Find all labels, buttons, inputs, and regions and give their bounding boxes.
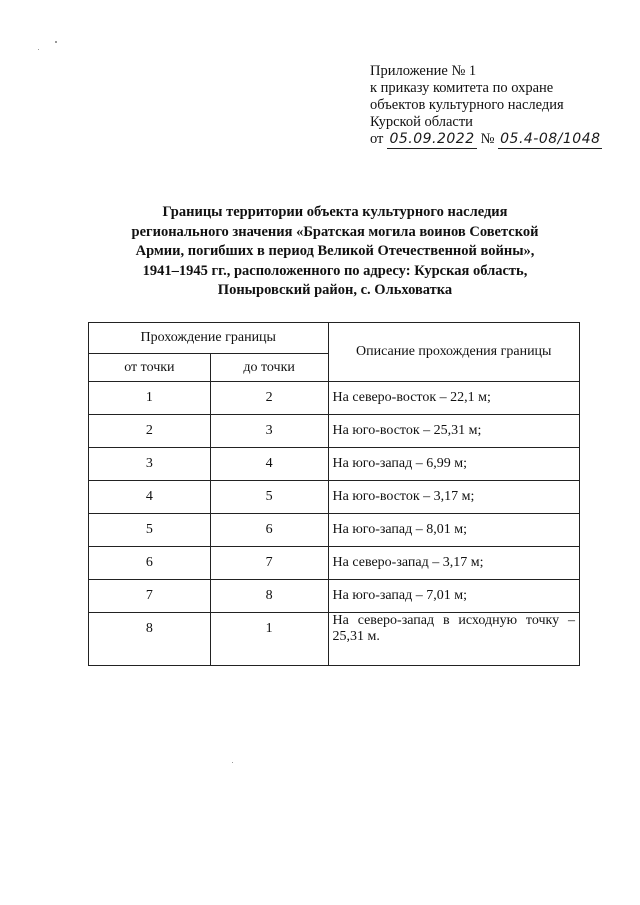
description-cell: На северо-запад – 3,17 м;	[328, 547, 579, 580]
header-from-point: от точки	[89, 354, 211, 382]
appendix-date-number-line	[370, 131, 632, 149]
from-point-cell: 3	[89, 448, 211, 481]
handwritten-order-number: 05.4-08/1048	[500, 131, 601, 147]
to-point-cell: 7	[210, 547, 328, 580]
description-cell: На юго-запад – 7,01 м;	[328, 580, 579, 613]
boundary-table	[88, 322, 580, 666]
to-point-cell: 1	[210, 613, 328, 666]
from-point-cell: 1	[89, 382, 211, 415]
description-cell: На юго-восток – 25,31 м;	[328, 415, 579, 448]
description-cell: На юго-восток – 3,17 м;	[328, 481, 579, 514]
to-point-cell: 2	[210, 382, 328, 415]
description-cell: На юго-запад – 8,01 м;	[328, 514, 579, 547]
header-to-point: до точки	[210, 354, 328, 382]
number-prefix: №	[480, 131, 495, 147]
description-line: 25,31 м.	[332, 629, 380, 644]
to-point-cell: 8	[210, 580, 328, 613]
table-row	[89, 580, 580, 613]
from-point-cell: 4	[89, 481, 211, 514]
table-row	[89, 514, 580, 547]
to-point-cell: 5	[210, 481, 328, 514]
title-line: регионального значения «Братская могила воинов Советской	[131, 223, 539, 240]
title-line: Поныровский район, с. Ольховатка	[217, 282, 453, 298]
table-row	[89, 613, 580, 666]
header-boundary-description: Описание прохождения границы	[328, 323, 579, 382]
title-line: 1941–1945 гг., расположенного по адресу: Курская область,	[142, 262, 528, 279]
description-cell: На северо-восток – 22,1 м;	[328, 382, 579, 415]
scan-speck	[38, 49, 39, 50]
description-cell: На юго-запад – 6,99 м;	[328, 448, 579, 481]
from-point-cell: 6	[89, 547, 211, 580]
description-cell	[328, 613, 579, 666]
scan-speck	[232, 762, 233, 763]
header-boundary-passage: Прохождение границы	[89, 323, 329, 354]
description-line: На северо-запад в исходную точку –	[332, 613, 575, 628]
from-point-cell: 5	[89, 514, 211, 547]
to-point-cell: 4	[210, 448, 328, 481]
scan-speck	[55, 41, 57, 43]
table-row	[89, 448, 580, 481]
from-point-cell: 2	[89, 415, 211, 448]
title-line: Границы территории объекта культурного наследия	[162, 204, 508, 220]
appendix-block	[370, 63, 632, 149]
table-row	[89, 415, 580, 448]
document-title	[100, 203, 570, 301]
appendix-order-line: к приказу комитета по охране	[370, 80, 554, 96]
from-point-cell: 7	[89, 580, 211, 613]
table-row	[89, 481, 580, 514]
to-point-cell: 3	[210, 415, 328, 448]
appendix-committee-line: объектов культурного наследия	[370, 97, 564, 113]
date-prefix: от	[370, 131, 384, 147]
title-line: Армии, погибших в период Великой Отечественной войны»,	[135, 243, 535, 259]
appendix-region-line: Курской области	[370, 114, 473, 130]
from-point-cell: 8	[89, 613, 211, 666]
table-row	[89, 547, 580, 580]
handwritten-date: 05.09.2022	[387, 131, 477, 149]
to-point-cell: 6	[210, 514, 328, 547]
table-row	[89, 382, 580, 415]
appendix-title: Приложение № 1	[370, 63, 477, 79]
